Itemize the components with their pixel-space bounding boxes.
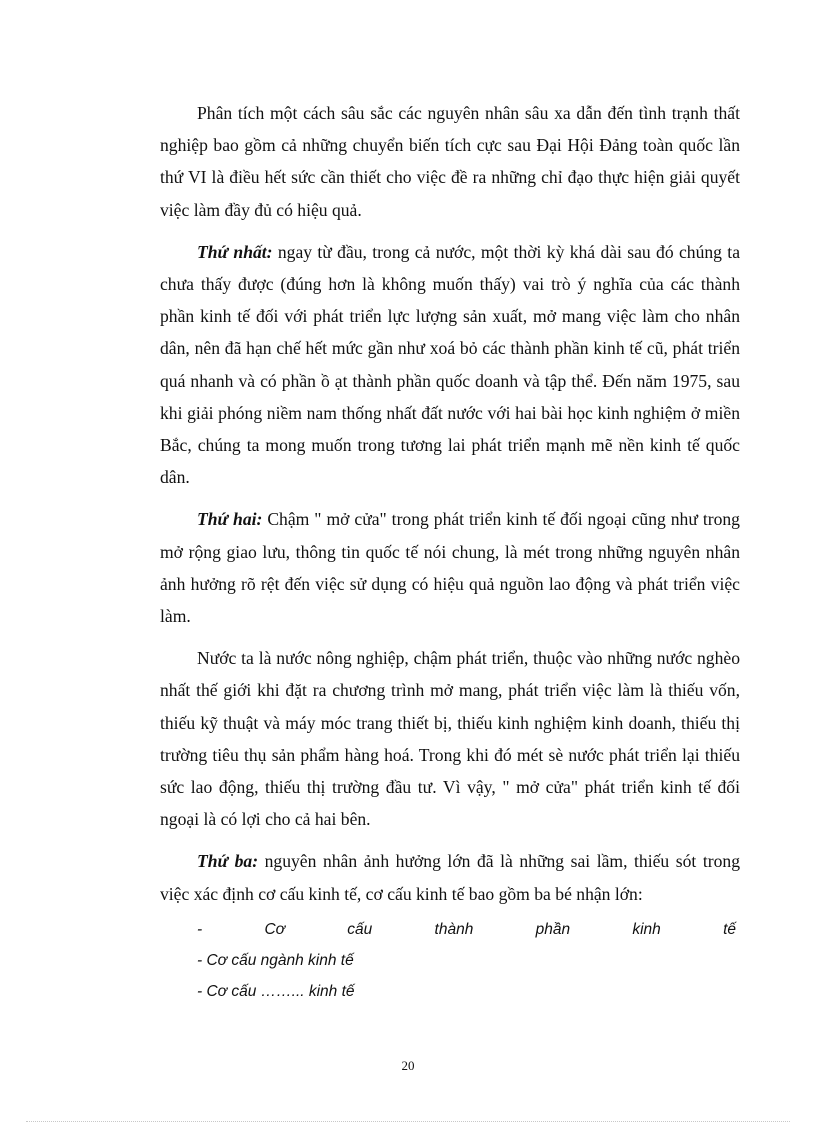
body-text (160, 97, 740, 1007)
list-item-word: tế (723, 920, 736, 938)
list-item-word: cấu (347, 920, 373, 938)
paragraph-first-reason (160, 236, 740, 494)
paragraph-lead: Thứ ba: (197, 851, 259, 872)
paragraph-text: ngay từ đầu, trong cả nước, một thời kỳ khá dài sau đó chúng ta chưa thấy được (đúng hơn là không muốn thấy) vai trò ý nghĩa của các thành phần kinh tế đối với phát triển lực lượng sản xuất, mở mang việc làm cho nhân dân, nên đã hạn chế hết mức gần như xoá bỏ các thành phần kinh tế cũ, phát triển quá nhanh và có phần ồ ạt thành phần quốc doanh và tập thể. Đến năm 1975, sau khi giải phóng niềm nam thống nhất đất nước với hai bài học kinh nghiệm ở miền Bắc, chúng ta mong muốn trong tương lai phát triển mạnh mẽ nền kinh tế quốc dân. (160, 241, 740, 488)
paragraph-third-reason (160, 845, 740, 909)
paragraph-second-reason (160, 503, 740, 632)
list-item-word: phần (535, 920, 571, 938)
list-item-word: kinh (632, 920, 661, 938)
paragraph-text: Chậm " mở cửa" trong phát triển kinh tế đối ngoại cũng như trong mở rộng giao lưu, thông tin quốc tế nói chung, là mét trong những nguyên nhân ảnh hưởng rõ rệt đến việc sử dụng có hiệu quả nguồn lao động và phát triển việc làm. (160, 509, 740, 627)
paragraph-lead: Thứ hai: (197, 509, 263, 530)
paragraph-context (160, 642, 740, 835)
page-number: 20 (401, 1058, 415, 1073)
paragraph-intro (160, 97, 740, 226)
economic-structure-list (160, 914, 740, 1007)
list-item-word: Cơ (264, 920, 286, 938)
list-item-dash: - (197, 920, 203, 938)
paragraph-text: nguyên nhân ảnh hưởng lớn đã là những sai lầm, thiếu sót trong việc xác định cơ cấu kinh tế, cơ cấu kinh tế bao gồm ba bé nhận lớn: (160, 851, 740, 904)
list-item (160, 914, 740, 945)
list-item: - Cơ cấu ngành kinh tế (197, 951, 354, 969)
paragraph-lead: Thứ nhất: (197, 241, 273, 262)
page-bottom-divider (26, 1121, 790, 1122)
paragraph-text: Nước ta là nước nông nghiệp, chậm phát triển, thuộc vào những nước nghèo nhất thế giới khi đặt ra chương trình mở mang, phát triển việc làm là thiếu vốn, thiếu kỹ thuật và máy móc trang thiết bị, thiếu kinh nghiệm kinh doanh, thiếu thị trường tiêu thụ sản phẩm hàng hoá. Trong khi đó mét sè nước phát triển lại thiếu sức lao động, thiếu thị trường đầu tư. Vì vậy, " mở cửa" phát triển kinh tế đối ngoại là có lợi cho cả hai bên. (160, 648, 740, 830)
list-item: - Cơ cấu ……... kinh tế (197, 982, 355, 1000)
paragraph-text: Phân tích một cách sâu sắc các nguyên nhân sâu xa dẫn đến tình trạnh thất nghiệp bao gồm cả những chuyển biến tích cực sau Đại Hội Đảng toàn quốc lần thứ VI là điều hết sức cần thiết cho việc đề ra những chỉ đạo thực hiện giải quyết việc làm đầy đủ có hiệu quả. (160, 103, 740, 220)
list-item-word: thành (434, 920, 474, 938)
